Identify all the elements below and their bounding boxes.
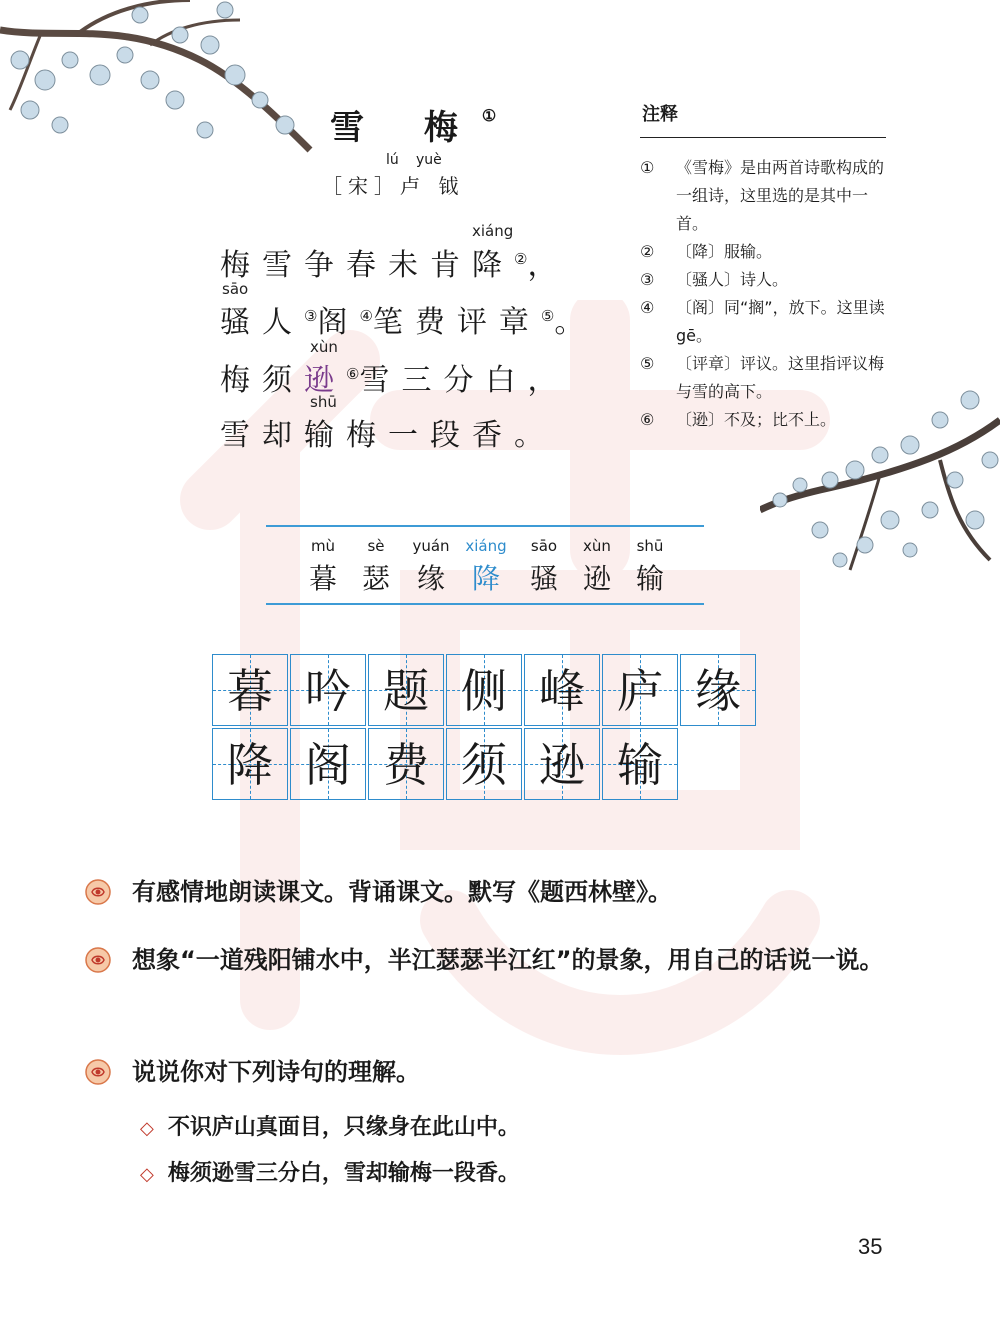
bullet-item-1-text: 不识庐山真面目，只缘身在此山中。 [167, 1114, 520, 1140]
note-3 [640, 266, 890, 294]
poem-line-3-b: 雪三分白， [359, 363, 570, 398]
grid-char: 暮 [227, 664, 273, 718]
grid-char: 侧 [461, 664, 507, 718]
notes-divider [640, 137, 886, 138]
word-item-xiang [456, 537, 516, 597]
grid-char: 缘 [695, 664, 741, 718]
grid-char: 须 [461, 738, 507, 792]
grid-char: 输 [617, 738, 663, 792]
word-item-yuan [401, 537, 461, 597]
note-1-text: 《雪梅》是由两首诗歌构成的一组诗，这里选的是其中一首。 [676, 158, 885, 233]
note-ref-5: ⑤ [540, 307, 555, 325]
note-4-text: 〔阁〕同“搁”，放下。这里读gē。 [676, 298, 885, 345]
poem-line-1-punct: ， [527, 248, 570, 283]
exercise-icon [85, 1059, 111, 1085]
word-pinyin: yuán [412, 537, 450, 555]
word-pinyin: mù [310, 537, 336, 555]
note-6-num: ⑥ [640, 410, 655, 429]
word-pinyin: sè [367, 537, 385, 555]
grid-cell [446, 654, 522, 726]
poem-line-3-a: 梅须 [220, 363, 304, 398]
poem-title [330, 100, 496, 149]
note-ref-6: ⑥ [346, 365, 360, 383]
bullet-item-2-text: 梅须逊雪三分白，雪却输梅一段香。 [167, 1160, 520, 1186]
title-note-ref: ① [481, 105, 497, 125]
poem-line-1-text: 梅雪争春未肯降 [220, 248, 514, 283]
poem-line-3-xun: 逊 [304, 363, 346, 398]
poem-line-4: 雪却输梅一段香。 [220, 418, 556, 453]
poem-line-2-end: 。 [554, 305, 597, 340]
word-pinyin: shū [636, 537, 664, 555]
pinyin-sao: sāo [222, 280, 249, 298]
pinyin-shu: shū [310, 393, 337, 411]
author-pinyin-yue: yuè [416, 152, 442, 168]
note-4 [640, 294, 890, 345]
note-2 [640, 238, 890, 266]
grid-char: 逊 [539, 738, 585, 792]
poem-line-1 [220, 240, 569, 284]
grid-cell [602, 728, 678, 800]
exercise-icon [85, 879, 111, 905]
note-ref-3: ③ [304, 307, 318, 325]
exercise-icon [85, 947, 111, 973]
grid-char: 峰 [539, 664, 585, 718]
word-hanzi: 瑟 [361, 562, 390, 595]
word-item-shu [620, 537, 680, 597]
grid-cell [680, 654, 756, 726]
exercise-3: 说说你对下列诗句的理解。 [132, 1058, 420, 1086]
word-hanzi: 逊 [582, 562, 611, 595]
grid-cell [368, 654, 444, 726]
word-item-sao [514, 537, 574, 597]
grid-cell [602, 654, 678, 726]
word-item-mu [293, 537, 353, 597]
grid-cell [290, 654, 366, 726]
grid-cell [212, 728, 288, 800]
grid-cell [524, 654, 600, 726]
notes-title: 注释 [642, 104, 678, 125]
pinyin-xiang: xiáng [472, 222, 514, 240]
grid-char: 降 [227, 738, 273, 792]
note-1-num: ① [640, 158, 655, 177]
poem-author: ［宋］卢 钺 [322, 174, 465, 198]
pinyin-xun: xùn [310, 338, 338, 356]
grid-char: 阁 [305, 738, 351, 792]
grid-char: 题 [383, 664, 429, 718]
diamond-icon: ◇ [140, 1164, 154, 1185]
note-4-num: ④ [640, 298, 655, 317]
bullet-item-2 [140, 1156, 520, 1187]
poem-line-2-b: 笔费评章 [372, 305, 541, 340]
note-5-num: ⑤ [640, 354, 655, 373]
note-1 [640, 154, 890, 238]
note-ref-2: ② [514, 250, 528, 268]
word-item-se [346, 537, 406, 597]
exercise-2: 想象“一道残阳铺水中，半江瑟瑟半江红”的景象，用自己的话说一说。 [132, 946, 884, 974]
poem-line-2-a: 骚人 [220, 305, 304, 340]
word-hanzi: 降 [471, 562, 500, 595]
note-3-num: ③ [640, 270, 655, 289]
note-6 [640, 406, 890, 434]
bullet-item-1 [140, 1110, 520, 1141]
grid-cell [212, 654, 288, 726]
plum-branch-top-left [0, 0, 320, 180]
note-ref-4: ④ [359, 307, 373, 325]
word-hanzi: 缘 [416, 562, 445, 595]
poem-line-2-mid: 阁 [317, 305, 360, 340]
word-list-top-rule [266, 525, 704, 527]
word-hanzi: 骚 [529, 562, 558, 595]
note-2-text: 〔降〕服输。 [676, 242, 773, 261]
word-pinyin: xiáng [465, 537, 507, 555]
poem-line-2 [220, 297, 596, 341]
word-pinyin: sāo [530, 537, 558, 555]
grid-char: 费 [383, 738, 429, 792]
grid-cell [290, 728, 366, 800]
grid-char: 吟 [305, 664, 351, 718]
note-3-text: 〔骚人〕诗人。 [676, 270, 789, 289]
grid-cell [368, 728, 444, 800]
poem-title-text: 雪 梅 [330, 108, 482, 148]
poem-line-3 [220, 355, 569, 399]
word-list-bottom-rule [266, 603, 704, 605]
word-pinyin: xùn [583, 537, 611, 555]
note-6-text: 〔逊〕不及；比不上。 [676, 410, 837, 429]
note-2-num: ② [640, 242, 655, 261]
word-hanzi: 暮 [308, 562, 337, 595]
word-hanzi: 输 [635, 562, 664, 595]
grid-cell [524, 728, 600, 800]
grid-cell [446, 728, 522, 800]
note-5-text: 〔评章〕评议。这里指评议梅与雪的高下。 [676, 354, 885, 401]
word-item-xun [567, 537, 627, 597]
exercise-1: 有感情地朗读课文。背诵课文。默写《题西林壁》。 [132, 878, 672, 906]
diamond-icon: ◇ [140, 1118, 154, 1139]
author-pinyin-lu: lú [386, 152, 399, 168]
page-number: 35 [858, 1234, 883, 1259]
note-5 [640, 350, 890, 401]
grid-char: 庐 [617, 664, 663, 718]
